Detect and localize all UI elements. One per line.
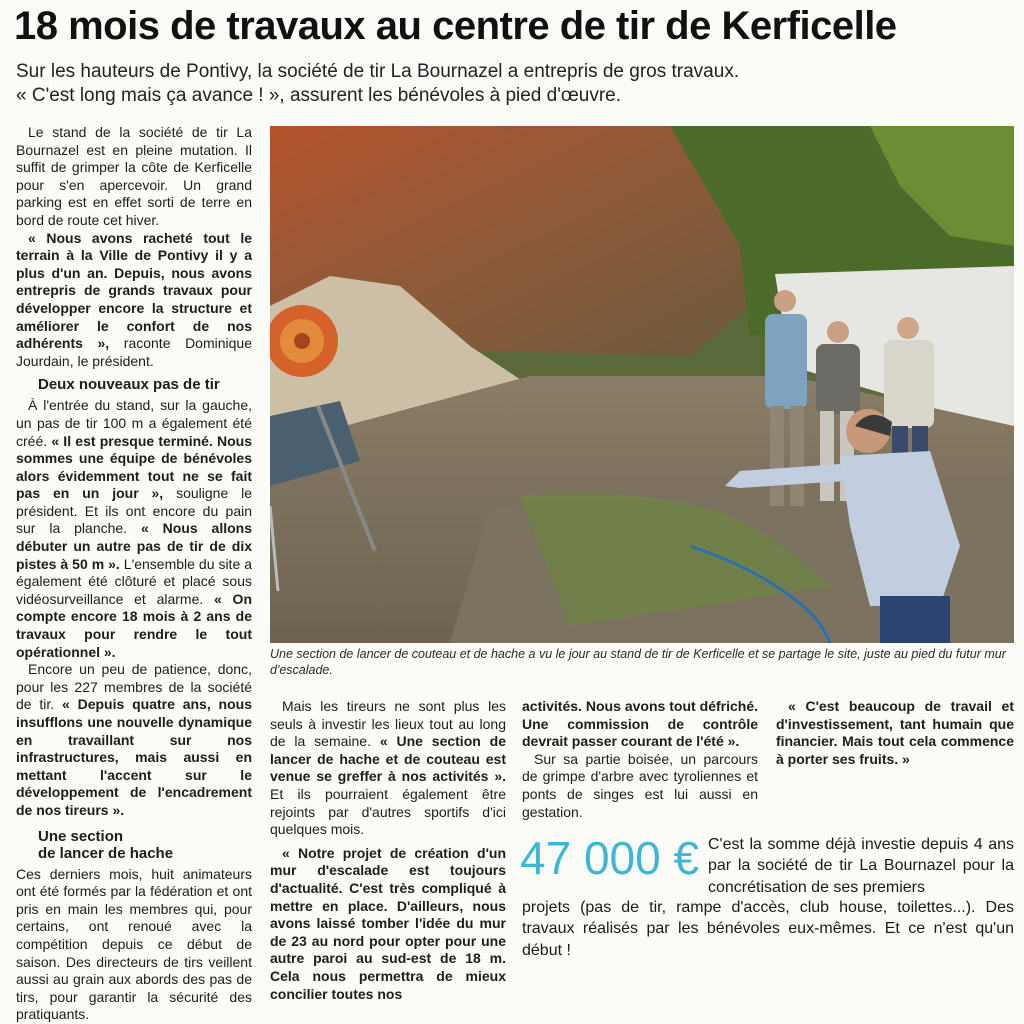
lead-line-2: « C'est long mais ça avance ! », assurent les bénévoles à pied d'œuvre.: [16, 85, 622, 106]
article-photo: [270, 126, 1014, 643]
investment-amount: 47 000 €: [520, 832, 700, 884]
text: souligne le président. Et ils ont encore du pain sur la planche.: [16, 485, 253, 537]
quote: « Une section de lancer de hache et de couteau est venue se greffer à nos activités ».: [270, 733, 506, 785]
quote: « Il est presque terminé. Nous sommes une équipe de bénévoles alors évidemment tout ne se fait pas en un jour »,: [16, 432, 253, 502]
text: À l'entrée du stand, sur la gauche, un pas de tir 100 m a également été créé.: [16, 397, 252, 449]
paragraph: [270, 845, 506, 1003]
quote: activités. Nous avons tout défriché. Une commission de contrôle devrait passer courant de l'été ».: [522, 698, 758, 750]
paragraph: [16, 661, 252, 819]
column-3: [522, 698, 758, 821]
paragraph: [270, 698, 506, 839]
quote: « Nous allons débuter un autre pas de tir de dix pistes à 50 m ».: [16, 520, 252, 572]
text: Et ils pourraient également être rejoints par d'autres sportifs d'ici quelques mois.: [270, 785, 506, 838]
subheading: Deux nouveaux pas de tir: [38, 376, 220, 394]
lead-line-1: Sur les hauteurs de Pontivy, la société de tir La Bournazel a entrepris de gros travaux.: [16, 61, 740, 82]
paragraph: [522, 698, 758, 751]
photo-illustration: [270, 126, 1014, 643]
quote: « On compte encore 18 mois à 2 ans de travaux pour rendre le tout opérationnel ».: [16, 590, 252, 660]
photo-caption: Une section de lancer de couteau et de hache a vu le jour au stand de tir de Kerficelle et se partage le site, juste au pied du futur mur d'escalade.: [270, 647, 1006, 677]
paragraph: [16, 397, 252, 661]
quote: « Depuis quatre ans, nous insufflons une nouvelle dynamique en travaillant sur nos infrastructures, mais aussi en mettant l'accent sur le développement de l'encadrement de nos tireurs ».: [16, 696, 252, 818]
column-1: [16, 124, 252, 1024]
text: Encore un peu de patience, donc, pour les 227 membres de la société de tir.: [16, 661, 252, 713]
text: L'ensemble du site a également été clôturé et placé sous vidéosurveillance et alarme.: [16, 555, 252, 607]
text: Mais les tireurs ne sont plus les seuls à investir les lieux tout au long de la semaine.: [270, 698, 506, 750]
investment-text: C'est la somme déjà investie depuis 4 ans par la société de tir La Bournazel pour la concrétisation de ses premiers: [708, 836, 1014, 896]
quote: « C'est beaucoup de travail et d'investissement, tant humain que financier. Mais tout cela commence à porter ses fruits. »: [776, 698, 1014, 767]
paragraph: [16, 230, 252, 371]
quote: « Notre projet de création d'un mur d'escalade est toujours d'actualité. C'est très compliqué à mettre en place. D'ailleurs, nous avons laissé tomber l'idée du mur de 23 au nord pour opter pour une autre paroi au sud-est de 18 m. Cela nous permettra de mieux concilier toutes nos: [270, 844, 506, 1002]
article-lead: [16, 60, 1016, 108]
paragraph: Le stand de la société de tir La Bournazel est en pleine mutation. Il suffit de grimper la côte de Kerficelle pour s'en apercevoir. Un grand parking est en effet sorti de terre en bord de route cet hiver.: [16, 124, 252, 228]
investment-text-continued: projets (pas de tir, rampe d'accès, club house, toilettes...). Des travaux réalisés par les bénévoles eux-mêmes. Et ce n'est qu'un début !: [522, 899, 1014, 959]
quote: « Nous avons racheté tout le terrain à la Ville de Pontivy il y a plus d'un an. Depuis, nous avons entrepris de grands travaux pour développer encore la structure et améliorer le confort de nos adhérents »,: [16, 229, 252, 352]
text: raconte Dominique Jourdain, le président.: [16, 335, 252, 369]
paragraph: Sur sa partie boisée, un parcours de grimpe d'arbre avec tyroliennes et ponts de singes est lui aussi en gestation.: [522, 750, 758, 820]
paragraph: Ces derniers mois, huit animateurs ont été formés par la fédération et ont pris en main les membres qui, pour certains, ont renoué avec la compétition depuis ce début de saison. Des directeurs de tirs veillent aussi au grain aux abords des pas de tirs, pour garantir la sécurité des pratiquants.: [16, 865, 252, 1023]
article-headline: 18 mois de travaux au centre de tir de Kerficelle: [14, 4, 897, 48]
subheading: [38, 828, 252, 862]
paragraph: [776, 698, 1014, 768]
column-4: [776, 698, 1014, 768]
subheading-line: Une section: [38, 827, 124, 845]
subheading-line: de lancer de hache: [38, 844, 174, 862]
column-2: [270, 698, 506, 1003]
